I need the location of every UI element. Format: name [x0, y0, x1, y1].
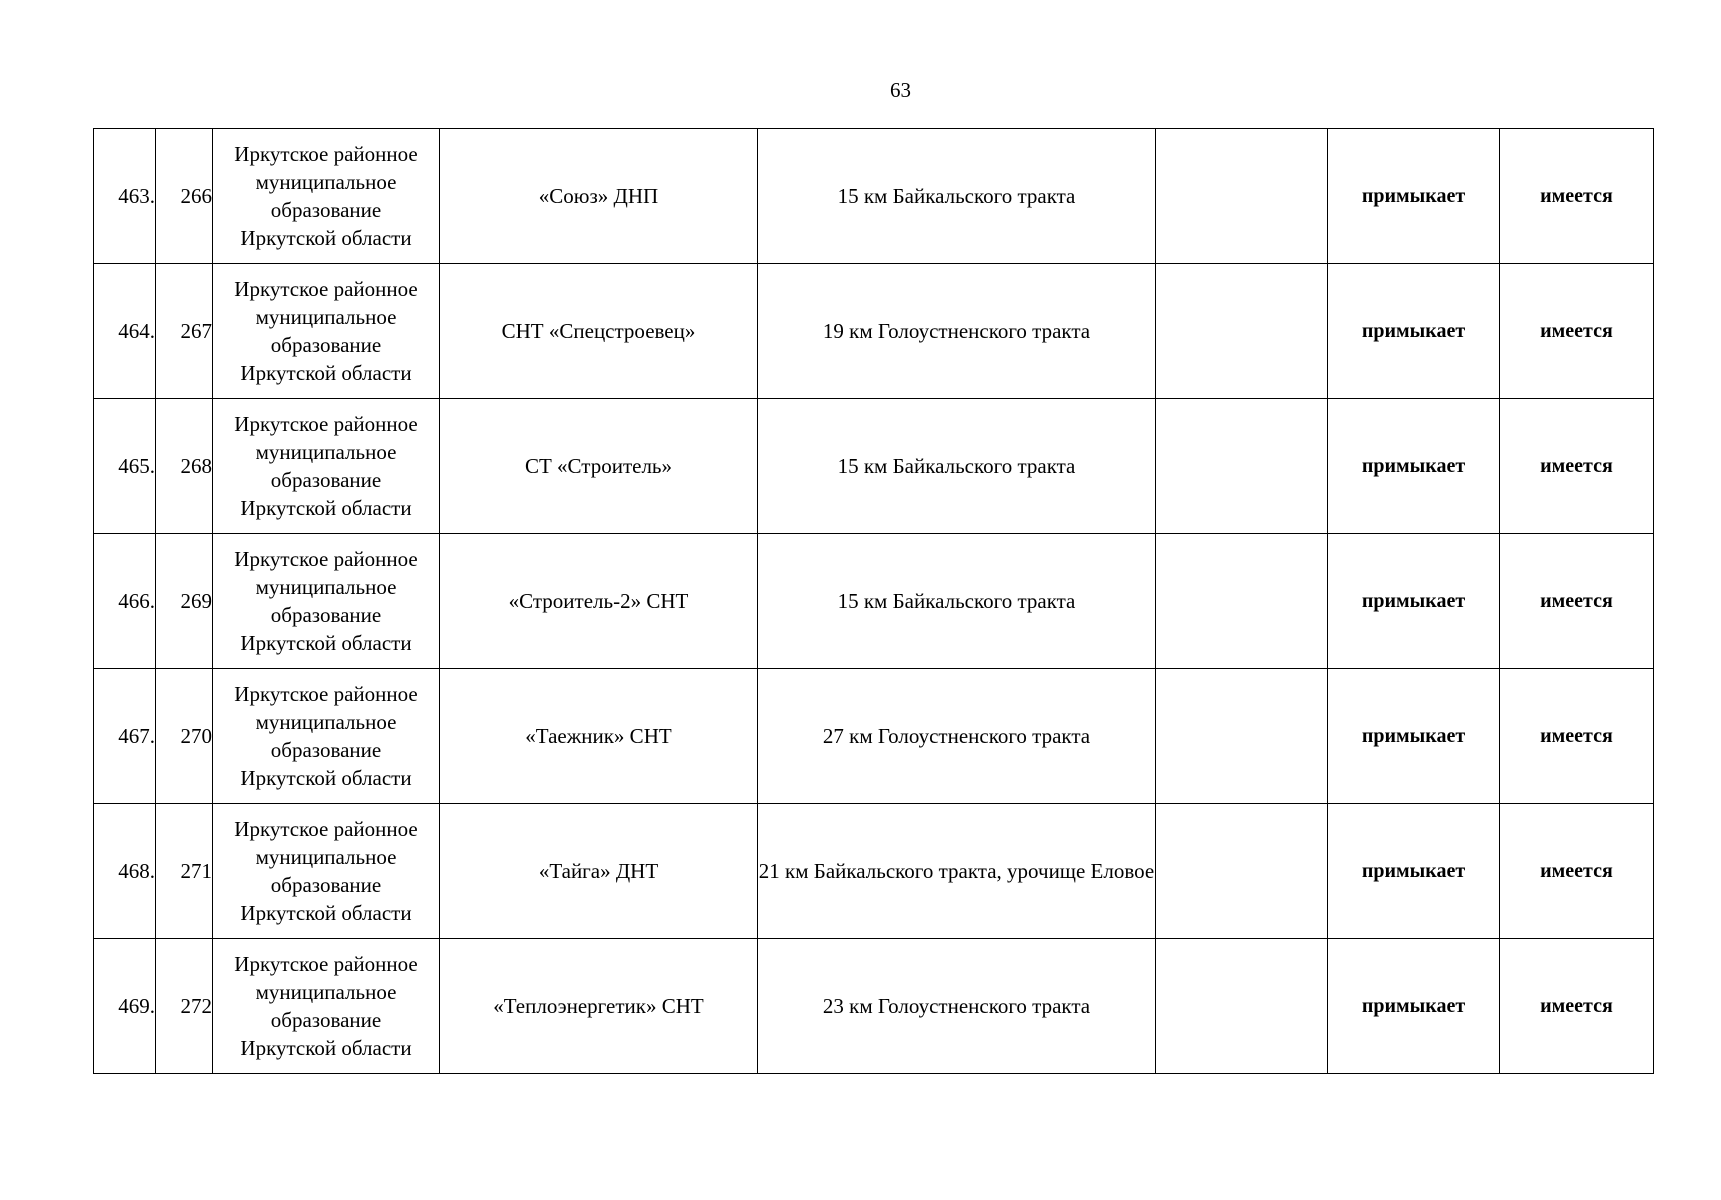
- availability-cell: имеется: [1500, 804, 1654, 939]
- row-number-cell: 465.: [94, 399, 156, 534]
- table-row: [94, 534, 1654, 669]
- availability-cell: имеется: [1500, 534, 1654, 669]
- organization-name-cell: «Теплоэнергетик» СНТ: [440, 939, 758, 1074]
- empty-cell: [1156, 804, 1328, 939]
- municipality-line: Иркутское районное: [234, 817, 418, 841]
- municipality-line: образование: [270, 873, 382, 897]
- municipality-line: образование: [270, 333, 382, 357]
- table-row: [94, 669, 1654, 804]
- sub-number-cell: 271: [156, 804, 213, 939]
- table-row: [94, 264, 1654, 399]
- registry-table: [93, 128, 1654, 1074]
- registry-table-body: [94, 129, 1654, 1074]
- page-number: 63: [890, 78, 911, 102]
- empty-cell: [1156, 264, 1328, 399]
- empty-cell: [1156, 399, 1328, 534]
- municipality-line: Иркутской области: [240, 1036, 412, 1060]
- municipality-cell: [213, 534, 440, 669]
- municipality-line: Иркутской области: [240, 631, 412, 655]
- organization-name-cell: СТ «Строитель»: [440, 399, 758, 534]
- municipality-line: муниципальное: [255, 440, 397, 464]
- sub-number-cell: 269: [156, 534, 213, 669]
- municipality-line: муниципальное: [255, 575, 397, 599]
- adjacency-cell: примыкает: [1328, 264, 1500, 399]
- organization-name-cell: «Союз» ДНП: [440, 129, 758, 264]
- empty-cell: [1156, 534, 1328, 669]
- row-number-cell: 466.: [94, 534, 156, 669]
- availability-cell: имеется: [1500, 129, 1654, 264]
- row-number-cell: 464.: [94, 264, 156, 399]
- location-cell: 19 км Голоустненского тракта: [758, 264, 1156, 399]
- sub-number-cell: 266: [156, 129, 213, 264]
- row-number-cell: 463.: [94, 129, 156, 264]
- municipality-cell: [213, 669, 440, 804]
- municipality-cell: [213, 399, 440, 534]
- table-row: [94, 804, 1654, 939]
- municipality-line: Иркутское районное: [234, 142, 418, 166]
- adjacency-cell: примыкает: [1328, 804, 1500, 939]
- location-cell: 21 км Байкальского тракта, урочище Еловое: [758, 804, 1156, 939]
- municipality-cell: [213, 129, 440, 264]
- row-number-cell: 469.: [94, 939, 156, 1074]
- municipality-line: муниципальное: [255, 305, 397, 329]
- empty-cell: [1156, 939, 1328, 1074]
- municipality-line: Иркутской области: [240, 226, 412, 250]
- adjacency-cell: примыкает: [1328, 534, 1500, 669]
- empty-cell: [1156, 129, 1328, 264]
- availability-cell: имеется: [1500, 264, 1654, 399]
- table-row: [94, 129, 1654, 264]
- municipality-cell: [213, 939, 440, 1074]
- availability-cell: имеется: [1500, 399, 1654, 534]
- municipality-line: образование: [270, 603, 382, 627]
- organization-name-cell: СНТ «Спецстроевец»: [440, 264, 758, 399]
- municipality-line: Иркутское районное: [234, 547, 418, 571]
- municipality-line: Иркутское районное: [234, 952, 418, 976]
- municipality-line: Иркутской области: [240, 901, 412, 925]
- municipality-cell: [213, 264, 440, 399]
- sub-number-cell: 270: [156, 669, 213, 804]
- empty-cell: [1156, 669, 1328, 804]
- municipality-line: образование: [270, 468, 382, 492]
- adjacency-cell: примыкает: [1328, 129, 1500, 264]
- sub-number-cell: 272: [156, 939, 213, 1074]
- location-cell: 27 км Голоустненского тракта: [758, 669, 1156, 804]
- location-cell: 23 км Голоустненского тракта: [758, 939, 1156, 1074]
- row-number-cell: 467.: [94, 669, 156, 804]
- municipality-line: муниципальное: [255, 845, 397, 869]
- adjacency-cell: примыкает: [1328, 669, 1500, 804]
- municipality-line: муниципальное: [255, 710, 397, 734]
- organization-name-cell: «Строитель-2» СНТ: [440, 534, 758, 669]
- availability-cell: имеется: [1500, 669, 1654, 804]
- location-cell: 15 км Байкальского тракта: [758, 534, 1156, 669]
- municipality-line: Иркутское районное: [234, 682, 418, 706]
- municipality-line: образование: [270, 738, 382, 762]
- table-row: [94, 399, 1654, 534]
- municipality-line: Иркутской области: [240, 496, 412, 520]
- organization-name-cell: «Тайга» ДНТ: [440, 804, 758, 939]
- organization-name-cell: «Таежник» СНТ: [440, 669, 758, 804]
- table-row: [94, 939, 1654, 1074]
- municipality-line: образование: [270, 198, 382, 222]
- municipality-cell: [213, 804, 440, 939]
- adjacency-cell: примыкает: [1328, 939, 1500, 1074]
- municipality-line: образование: [270, 1008, 382, 1032]
- adjacency-cell: примыкает: [1328, 399, 1500, 534]
- municipality-line: Иркутской области: [240, 766, 412, 790]
- sub-number-cell: 267: [156, 264, 213, 399]
- municipality-line: Иркутское районное: [234, 277, 418, 301]
- location-cell: 15 км Байкальского тракта: [758, 399, 1156, 534]
- municipality-line: Иркутское районное: [234, 412, 418, 436]
- sub-number-cell: 268: [156, 399, 213, 534]
- municipality-line: муниципальное: [255, 980, 397, 1004]
- municipality-line: Иркутской области: [240, 361, 412, 385]
- municipality-line: муниципальное: [255, 170, 397, 194]
- availability-cell: имеется: [1500, 939, 1654, 1074]
- row-number-cell: 468.: [94, 804, 156, 939]
- location-cell: 15 км Байкальского тракта: [758, 129, 1156, 264]
